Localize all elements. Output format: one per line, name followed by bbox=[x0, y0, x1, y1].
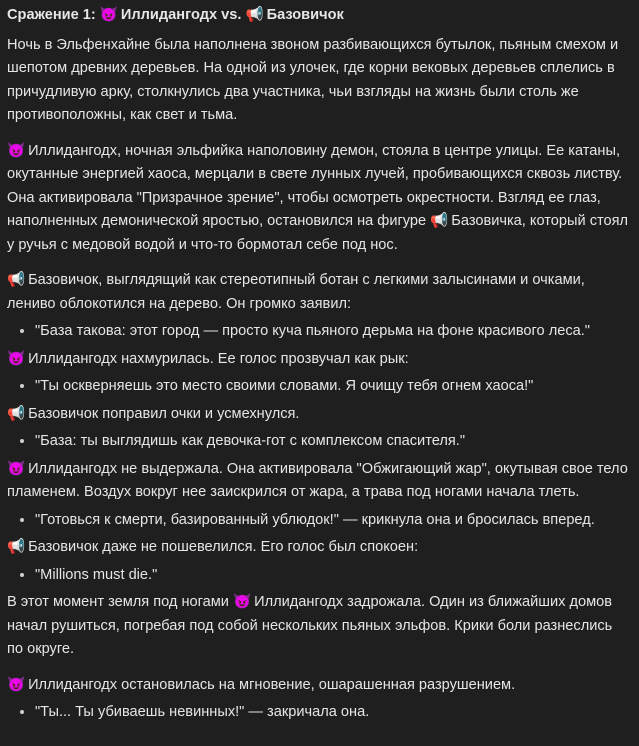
versus-label: vs. bbox=[221, 7, 242, 23]
narration-line bbox=[7, 348, 631, 372]
quote-list bbox=[7, 509, 631, 533]
devil-emoji-icon: 😈 bbox=[233, 594, 252, 610]
quote-item: • "Millions must die." bbox=[35, 564, 631, 588]
megaphone-emoji-icon: 📢 bbox=[7, 539, 26, 555]
paragraph-text: Иллидангодх остановилась на мгновение, ошарашенная разрушением. bbox=[28, 676, 516, 693]
quote-item: • "База такова: этот город — просто куча пьяного дерьма на фоне красивого леса." bbox=[35, 320, 631, 344]
heading-prefix: Сражение 1: bbox=[7, 7, 96, 23]
paragraph-text: Базовичок даже не пошевелился. Его голос был спокоен: bbox=[28, 539, 419, 555]
quote-list bbox=[7, 375, 631, 399]
intro-paragraph: Ночь в Эльфенхайне была наполнена звоном разбивающихся бутылок, пьяным смехом и шепотом древних деревьев. На одной из улочек, где корни вековых деревьев сплелись в причудливую арку, столкнулись два участника, чьи взгляды на жизнь были столь же противоположны, как свет и тьма. bbox=[7, 36, 619, 123]
narration-line bbox=[7, 403, 631, 427]
paragraph-text: Иллидангодх, ночная эльфийка наполовину демон, стояла в центре улицы. Ее катаны, окутанные энергией хаоса, мерцали в свете лунных лучей, пробивающихся сквозь листву. Она активировала "Призрачное зрение", чтобы осмотреть окрестности. Взгляд ее глаз, наполненных демонической яростью, остановился на фигуре bbox=[7, 142, 623, 229]
bazovichok-intro-paragraph bbox=[7, 269, 631, 316]
devil-emoji-icon: 😈 bbox=[99, 7, 119, 23]
battle-heading bbox=[7, 4, 631, 28]
devil-emoji-icon: 😈 bbox=[7, 350, 26, 367]
megaphone-emoji-icon: 📢 bbox=[245, 7, 264, 23]
quote-item: • "База: ты выглядишь как девочка-гот с комплексом спасителя." bbox=[35, 430, 631, 454]
quote-list bbox=[7, 701, 631, 725]
paragraph-text: Базовичок поправил очки и усмехнулся. bbox=[28, 405, 300, 422]
illidangodh-intro-paragraph bbox=[7, 140, 631, 258]
devil-emoji-icon: 😈 bbox=[7, 460, 26, 477]
paragraph-text: Базовичка, который стоял у ручья с медовой водой и что-то бормотал себе под нос. bbox=[7, 213, 629, 253]
fighter-2-name: Базовичок bbox=[266, 7, 344, 23]
devil-emoji-icon: 😈 bbox=[7, 676, 26, 693]
quote-list bbox=[7, 430, 631, 454]
paragraph-text: Иллидангодх не выдержала. Она активировала "Обжигающий жар", окутывая свое тело пламенем. Воздух вокруг нее заискрился от жара, а трава под ногами начала тлеть. bbox=[7, 460, 628, 500]
quote-list bbox=[7, 564, 631, 588]
paragraph-text: Иллидангодх нахмурилась. Ее голос прозвучал как рык: bbox=[28, 350, 409, 367]
paragraph-text: В этот момент земля под ногами bbox=[7, 594, 229, 610]
devil-emoji-icon: 😈 bbox=[7, 142, 26, 159]
quote-item: • "Ты оскверняешь это место своими словами. Я очищу тебя огнем хаоса!" bbox=[35, 375, 631, 399]
quote-list bbox=[7, 320, 631, 344]
megaphone-emoji-icon: 📢 bbox=[430, 213, 449, 229]
megaphone-emoji-icon: 📢 bbox=[7, 272, 26, 288]
quote-item: • "Готовься к смерти, базированный ублюдок!" — крикнула она и бросилась вперед. bbox=[35, 509, 631, 533]
quote-item: • "Ты... Ты убиваешь невинных!" — закричала она. bbox=[35, 701, 631, 725]
earthquake-paragraph bbox=[7, 591, 631, 662]
megaphone-emoji-icon: 📢 bbox=[7, 405, 26, 422]
fighter-1-name: Иллидангодх bbox=[120, 7, 218, 23]
narration-line bbox=[7, 536, 631, 560]
narration-line bbox=[7, 458, 631, 505]
narration-line bbox=[7, 674, 631, 698]
paragraph-text: Базовичок, выглядящий как стереотипный ботан с легкими залысинами и очками, лениво облокотился на дерево. Он громко заявил: bbox=[7, 272, 585, 312]
paragraph-text: Иллидангодх задрожала. Один из ближайших домов начал рушиться, погребая под собой нескольких пьяных эльфов. Крики боли разнеслись по округе. bbox=[7, 594, 613, 657]
